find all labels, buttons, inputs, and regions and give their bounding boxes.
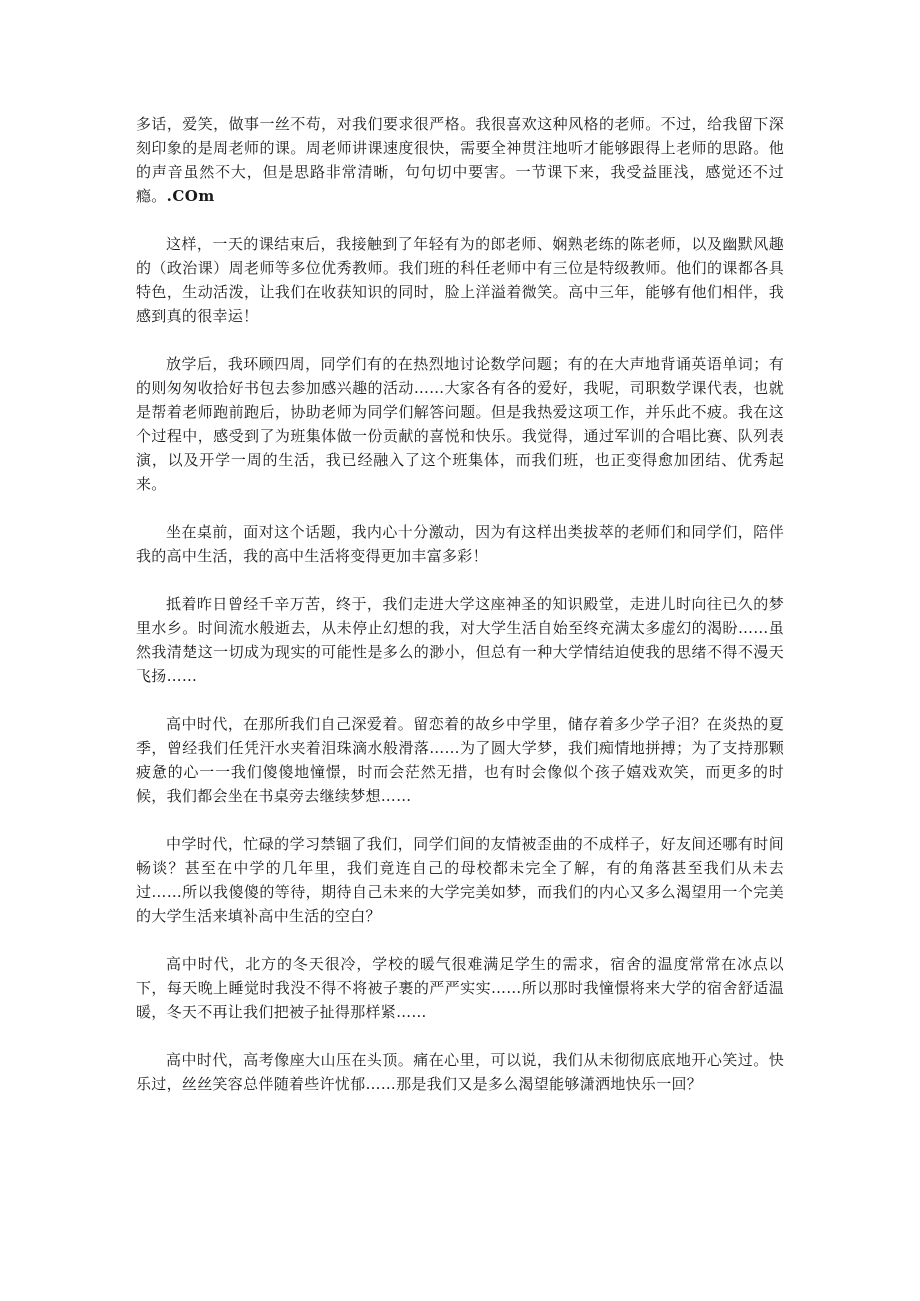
paragraph-4: 坐在桌前，面对这个话题，我内心十分激动，因为有这样出类拔萃的老师们和同学们，陪伴我的高中生活，我的高中生活将变得更加丰富多彩！ <box>136 523 784 565</box>
paragraph-2: 这样，一天的课结束后，我接触到了年轻有为的郎老师、娴熟老练的陈老师，以及幽默风趣的（政治课）周老师等多位优秀教师。我们班的科任老师中有三位是特级教师。他们的课都各具特色，生动活泼，让我们在收获知识的同时，脸上洋溢着微笑。高中三年，能够有他们相伴，我感到真的很幸运！ <box>136 235 784 325</box>
paragraph-1-text: 多话，爱笑，做事一丝不苟，对我们要求很严格。我很喜欢这种风格的老师。不过，给我留下深刻印象的是周老师的课。周老师讲课速度很快，需要全神贯注地听才能够跟得上老师的思路。他的声音虽然不大，但是思路非常清晰，句句切中要害。一节课下来，我受益匪浅，感觉还不过瘾。 <box>136 115 784 205</box>
paragraph-1 <box>136 112 784 208</box>
paragraph-3: 放学后，我环顾四周，同学们有的在热烈地讨论数学问题；有的在大声地背诵英语单词；有的则匆匆收拾好书包去参加感兴趣的活动……大家各有各的爱好，我呢，司职数学课代表，也就是帮着老师跑前跑后，协助老师为同学们解答问题。但是我热爱这项工作，并乐此不疲。我在这个过程中，感受到了为班集体做一份贡献的喜悦和快乐。我觉得，通过军训的合唱比赛、队列表演，以及开学一周的生活，我已经融入了这个班集体，而我们班，也正变得愈加团结、优秀起来。 <box>136 355 784 493</box>
paragraph-7: 中学时代，忙碌的学习禁锢了我们，同学们间的友情被歪曲的不成样子，好友间还哪有时间畅谈？甚至在中学的几年里，我们竟连自己的母校都未完全了解，有的角落甚至我们从未去过……所以我傻傻的等待，期待自己未来的大学完美如梦，而我们的内心又多么渴望用一个完美的大学生活来填补高中生活的空白？ <box>136 835 784 925</box>
paragraph-9: 高中时代，高考像座大山压在头顶。痛在心里，可以说，我们从未彻彻底底地开心笑过。快乐过，丝丝笑容总伴随着些许忧郁……那是我们又是多么渴望能够潇洒地快乐一回？ <box>136 1051 784 1093</box>
paragraph-5: 抵着昨日曾经千辛万苦，终于，我们走进大学这座神圣的知识殿堂，走进儿时向往已久的梦里水乡。时间流水般逝去，从未停止幻想的我，对大学生活自始至终充满太多虚幻的渴盼……虽然我清楚这一切成为现实的可能性是多么的渺小，但总有一种大学情结迫使我的思绪不得不漫天飞扬…… <box>136 595 784 685</box>
paragraph-1-tail: .COm <box>166 187 215 205</box>
document-page <box>136 112 784 1120</box>
paragraph-6: 高中时代，在那所我们自己深爱着。留恋着的故乡中学里，储存着多少学子泪？在炎热的夏季，曾经我们任凭汗水夹着泪珠滴水般滑落……为了圆大学梦，我们痴情地拼搏；为了支持那颗疲惫的心一一我们傻傻地憧憬，时而会茫然无措，也有时会像似个孩子嬉戏欢笑，而更多的时候，我们都会坐在书桌旁去继续梦想…… <box>136 715 784 805</box>
paragraph-8: 高中时代，北方的冬天很冷，学校的暖气很难满足学生的需求，宿舍的温度常常在冰点以下，每天晚上睡觉时我没不得不将被子裹的严严实实……所以那时我憧憬将来大学的宿舍舒适温暖，冬天不再让我们把被子扯得那样紧…… <box>136 955 784 1021</box>
